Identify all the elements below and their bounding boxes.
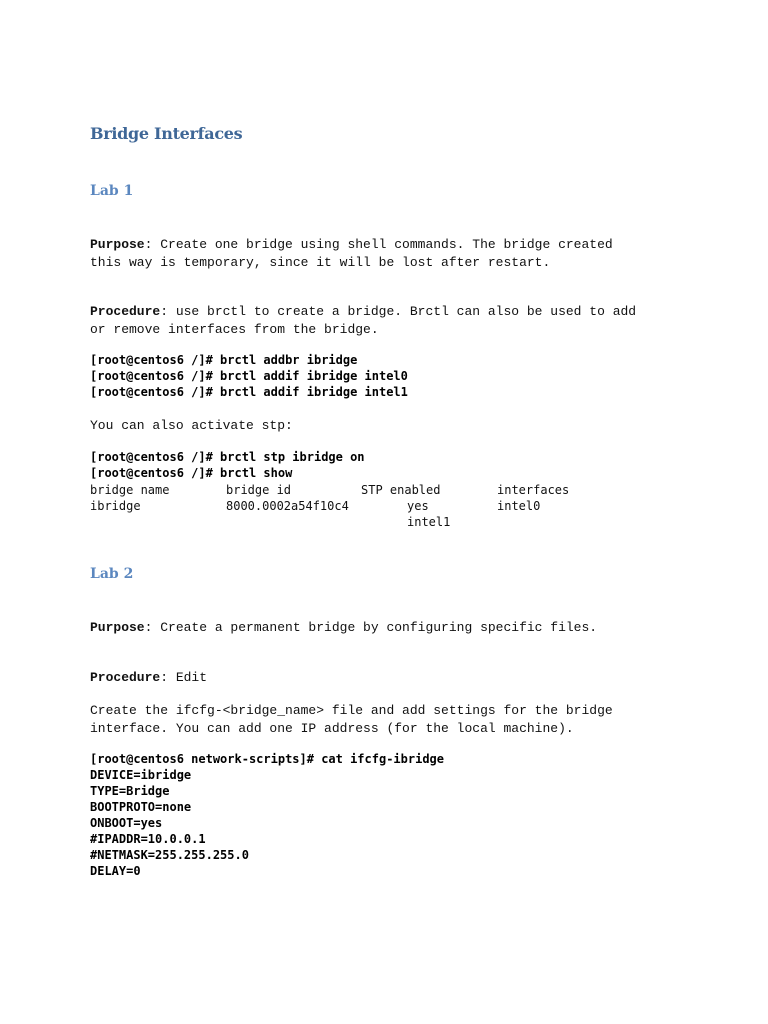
config-line: ONBOOT=yes: [90, 816, 163, 830]
table-cell-stp-enabled: yes: [407, 499, 429, 513]
command-line: [root@centos6 /]# brctl addif ibridge intel1: [90, 385, 408, 399]
purpose-text: : Create one bridge using shell commands. The bridge created: [144, 237, 613, 252]
config-line: [root@centos6 network-scripts]# cat ifcfg-ibridge: [90, 752, 445, 766]
table-cell-bridge-id: 8000.0002a54f10c4: [226, 499, 349, 513]
table-cell-bridge-name: ibridge: [90, 499, 141, 513]
table-cell-interface-extra: intel1: [407, 515, 451, 529]
procedure-label: Procedure: [90, 304, 161, 319]
config-line: #NETMASK=255.255.255.0: [90, 848, 249, 862]
stp-note: You can also activate stp:: [90, 418, 293, 433]
purpose-text-cont: this way is temporary, since it will be lost after restart.: [90, 254, 551, 270]
purpose-label: Purpose: [90, 620, 145, 635]
procedure-text: : Edit: [160, 670, 208, 685]
config-line: DEVICE=ibridge: [90, 768, 192, 782]
procedure-label: Procedure: [90, 670, 161, 685]
lab1-heading: Lab 1: [90, 183, 134, 199]
lab2-procedure: [90, 669, 207, 687]
table-header-bridge-name: bridge name: [90, 483, 170, 497]
lab1-procedure: [90, 303, 636, 338]
purpose-label: Purpose: [90, 237, 145, 252]
config-line: TYPE=Bridge: [90, 784, 170, 798]
lab1-purpose: [90, 236, 613, 271]
purpose-text: : Create a permanent bridge by configuring specific files.: [144, 620, 598, 635]
config-line: BOOTPROTO=none: [90, 800, 192, 814]
command-line: [root@centos6 /]# brctl show: [90, 466, 293, 480]
command-line: [root@centos6 /]# brctl addif ibridge intel0: [90, 369, 408, 383]
table-header-interfaces: interfaces: [497, 483, 570, 497]
create-text-cont: interface. You can add one IP address (for the local machine).: [90, 720, 574, 736]
procedure-text-cont: or remove interfaces from the bridge.: [90, 321, 379, 337]
create-text: Create the ifcfg-<bridge_name> file and add settings for the bridge: [90, 703, 613, 718]
procedure-text: : use brctl to create a bridge. Brctl can also be used to add: [160, 304, 637, 319]
config-line: DELAY=0: [90, 864, 141, 878]
table-cell-interface: intel0: [497, 499, 541, 513]
command-line: [root@centos6 /]# brctl addbr ibridge: [90, 353, 358, 367]
document-title: Bridge Interfaces: [90, 124, 243, 143]
lab2-purpose: [90, 619, 597, 637]
table-header-bridge-id: bridge id: [226, 483, 292, 497]
config-line: #IPADDR=10.0.0.1: [90, 832, 206, 846]
lab2-heading: Lab 2: [90, 566, 134, 582]
table-header-stp-enabled: STP enabled: [361, 483, 441, 497]
command-line: [root@centos6 /]# brctl stp ibridge on: [90, 450, 365, 464]
lab2-create-instructions: [90, 702, 613, 737]
